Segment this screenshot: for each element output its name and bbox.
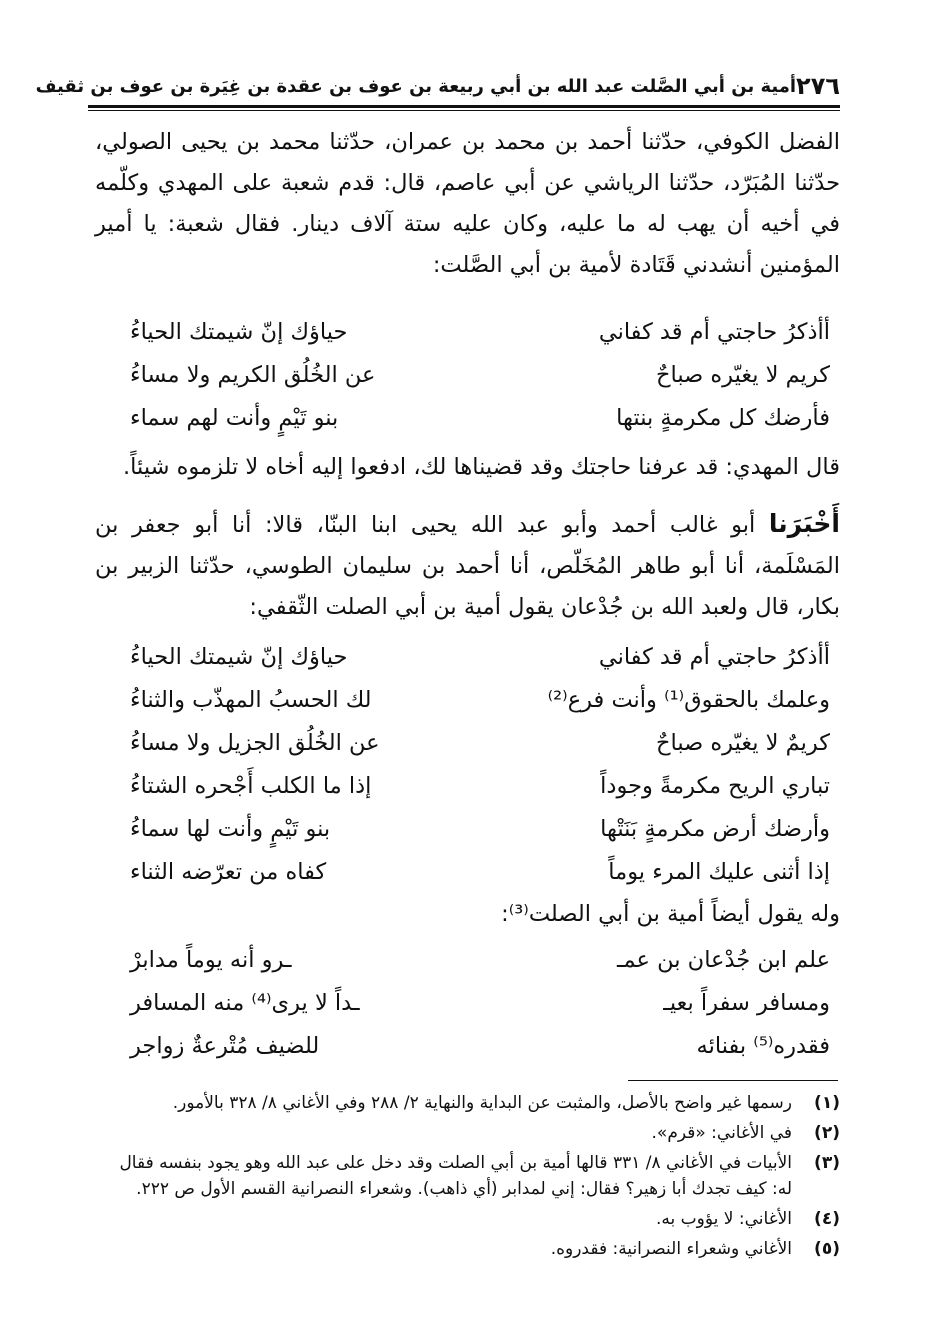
poem-3	[110, 940, 840, 1069]
hemistich-first: ومسافر سفراً بعيـ	[663, 990, 830, 1016]
paragraph-4: وله يقول أيضاً أمية بن أبي الصلت⁽³⁾:	[501, 901, 840, 927]
verse-line	[110, 1026, 840, 1069]
footnote-number: (٥)	[814, 1239, 840, 1259]
hemistich-first: كريمٌ لا يغيّره صباحٌ	[655, 730, 830, 756]
footnote-rule	[628, 1080, 838, 1081]
verse-line	[110, 355, 840, 398]
verse-line	[110, 940, 840, 983]
hemistich-second: إذا ما الكلب أَجْحره الشتاءُ	[130, 773, 372, 799]
hemistich-first: أأذكرُ حاجتي أم قد كفاني	[598, 319, 830, 345]
verse-line	[110, 398, 840, 441]
footnote	[95, 1120, 840, 1146]
footnote	[95, 1150, 840, 1202]
page-header	[35, 70, 840, 102]
hemistich-second: عن الخُلُق الكريم ولا مساءُ	[130, 362, 376, 388]
verse-line	[110, 723, 840, 766]
hemistich-first: كريم لا يغيّره صباحٌ	[655, 362, 830, 388]
hemistich-first: إذا أثنى عليك المرء يوماً	[608, 859, 830, 885]
footnotes	[95, 1090, 840, 1266]
page-number: ٢٧٦	[796, 72, 840, 100]
verse-line	[110, 680, 840, 723]
verse-line	[110, 809, 840, 852]
hemistich-first: أأذكرُ حاجتي أم قد كفاني	[598, 644, 830, 670]
footnote-number: (٣)	[814, 1153, 840, 1173]
hemistich-second: بنو تَيْمٍ وأنت لها سماءُ	[130, 816, 331, 842]
hemistich-first: تباري الريح مكرمةً وجوداً	[600, 773, 830, 799]
running-title: أمية بن أبي الصَّلت عبد الله بن أبي ربيعة بن عوف بن عقدة بن غِيَرة بن عوف بن ثقيف	[35, 75, 797, 97]
hemistich-first: علم ابن جُدْعان بن عمـ	[616, 947, 830, 973]
footnote	[95, 1090, 840, 1116]
paragraph-2: قال المهدي: قد عرفنا حاجتك وقد قضيناها لك، ادفعوا إليه أخاه لا تلزموه شيئاً.	[123, 454, 840, 480]
header-rule	[88, 105, 840, 108]
verse-line	[110, 983, 840, 1026]
header-rule-thin	[88, 110, 840, 111]
verse-line	[110, 852, 840, 895]
verse-line	[110, 312, 840, 355]
poem-1	[110, 312, 840, 441]
hemistich-second: للضيف مُتْرعةٌ زواجر	[130, 1033, 320, 1059]
hemistich-second: ـرو أنه يوماً مدابرْ	[130, 947, 292, 973]
footnote	[95, 1236, 840, 1262]
footnote-number: (١)	[814, 1093, 840, 1113]
footnote-number: (٢)	[814, 1123, 840, 1143]
verse-line	[110, 766, 840, 809]
footnote-text: الأبيات في الأغاني ٨/ ٣٣١ قالها أمية بن أبي الصلت وقد دخل على عبد الله وهو يجود بنفسه فقال له: كيف تجدك أبا زهير؟ فقال: إني لمدابر (أي ذاهب). وشعراء النصرانية القسم الأول ص ٢٢٢.	[119, 1153, 792, 1199]
paragraph-3	[95, 503, 840, 628]
footnote-text: الأغاني وشعراء النصرانية: فقدروه.	[550, 1239, 792, 1259]
hemistich-first: فأرضك كل مكرمةٍ بنتها	[616, 405, 830, 431]
footnote-text: في الأغاني: «قرم».	[651, 1123, 792, 1143]
hemistich-second: بنو تَيْمٍ وأنت لهم سماء	[130, 405, 339, 431]
footnote-number: (٤)	[814, 1209, 840, 1229]
hemistich-second: عن الخُلُق الجزيل ولا مساءُ	[130, 730, 380, 756]
paragraph-3-text: أبو غالب أحمد وأبو عبد الله يحيى ابنا البنّا، قالا: أنا أبو جعفر بن المَسْلَمة، أنا أبو طاهر المُخَلّص، أنا أحمد بن سليمان الطوسي، حدّثنا الزبير بن بكار، قال ولعبد الله بن جُدْعان يقول أمية بن أبي الصلت الثّقفي:	[95, 512, 840, 620]
isnad-lead: أَخْبَرَنا	[768, 509, 840, 538]
footnote	[95, 1206, 840, 1232]
hemistich-first: فقدره⁽⁵⁾ بفنائه	[696, 1033, 830, 1059]
poem-2	[110, 637, 840, 895]
hemistich-second: لك الحسبُ المهذّب والثناءُ	[130, 687, 372, 713]
paragraph-1: الفضل الكوفي، حدّثنا أحمد بن محمد بن عمران، حدّثنا محمد بن يحيى الصولي، حدّثنا المُبَرّد، حدّثنا الرياشي عن أبي عاصم، قال: قدم شعبة على المهدي وكلّمه في أخيه أن يهب له ما عليه، وكان عليه ستة آلاف دينار. فقال شعبة: يا أمير المؤمنين أنشدني قَتَادة لأمية بن أبي الصَّلت:	[95, 129, 840, 278]
hemistich-second: ـداً لا يرى⁽⁴⁾ منه المسافر	[130, 990, 360, 1016]
hemistich-first: وأرضك أرض مكرمةٍ بَنَتْها	[600, 816, 830, 842]
footnote-text: الأغاني: لا يؤوب به.	[656, 1209, 792, 1229]
hemistich-first: وعلمك بالحقوق⁽¹⁾ وأنت فرع⁽²⁾	[547, 687, 830, 713]
verse-line	[110, 637, 840, 680]
hemistich-second: حياؤك إنّ شيمتك الحياءُ	[130, 319, 348, 345]
hemistich-second: كفاه من تعرّضه الثناء	[130, 859, 327, 885]
hemistich-second: حياؤك إنّ شيمتك الحياءُ	[130, 644, 348, 670]
footnote-text: رسمها غير واضح بالأصل، والمثبت عن البداية والنهاية ٢/ ٢٨٨ وفي الأغاني ٨/ ٣٢٨ بالأمور.	[172, 1093, 792, 1113]
